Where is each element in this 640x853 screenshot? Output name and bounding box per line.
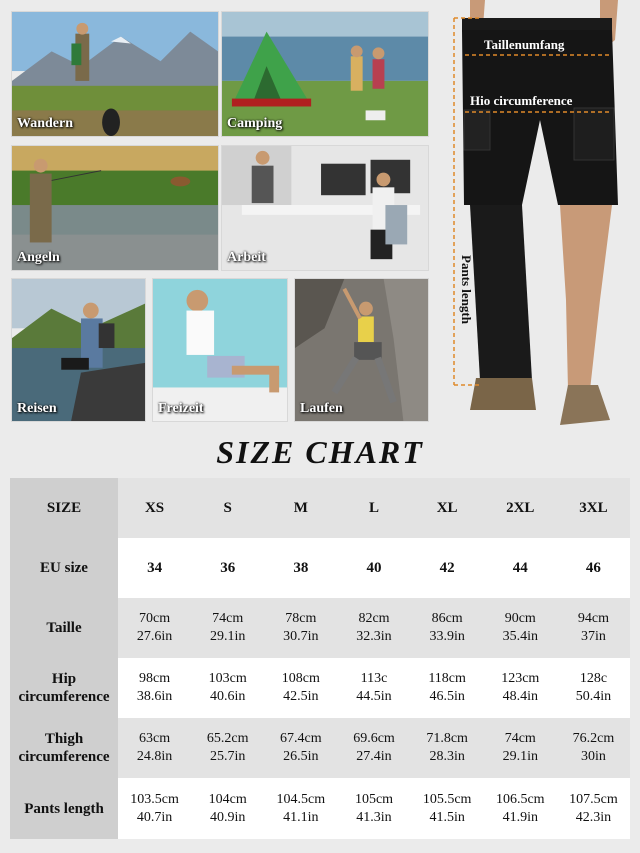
size-chart-title: SIZE CHART [216,434,424,470]
table-row [10,538,630,598]
size-header-cell: XS [118,478,191,538]
cell-primary-value: 42 [439,560,455,576]
table-cell [118,658,191,718]
size-header-cell: 2XL [484,478,557,538]
cell-primary-value: 106.5cm [495,791,545,807]
cell-secondary-value: 24.8in [136,749,173,764]
table-cell [337,538,410,598]
table-cell [191,598,264,658]
table-cell [337,718,410,778]
photo-travel [11,278,146,422]
cell-secondary-value: 40.7in [136,809,173,825]
table-cell [264,718,337,778]
cell-primary-value: 107.5cm [569,791,618,807]
size-header-cell: S [191,478,264,538]
cell-primary-value: 78cm [285,611,317,626]
photo-caption: Laufen [300,401,343,416]
cell-secondary-value: 41.3in [356,809,392,825]
cell-secondary-value: 41.1in [283,809,319,825]
travel-scene [12,279,145,421]
cell-secondary-value: 38.6in [136,689,173,704]
row-label: EU size [10,538,118,598]
cell-secondary-value: 40.6in [210,689,246,704]
table-cell [557,778,630,839]
table-row [10,598,630,658]
cell-primary-value: 98cm [139,671,171,686]
cell-primary-value: 113c [360,671,388,686]
table-cell [118,718,191,778]
table-cell [264,778,337,839]
photo-caption: Angeln [17,250,60,265]
photo-climbing [294,278,429,422]
size-chart-table [10,478,630,839]
cell-primary-value: 128c [579,671,608,686]
cell-secondary-value: 46.5in [429,689,465,704]
table-cell [191,538,264,598]
cell-primary-value: 123cm [501,671,540,686]
cell-secondary-value: 25.7in [210,749,246,764]
black-pants-illustration [440,0,640,440]
table-cell [411,718,484,778]
table-cell [484,538,557,598]
table-cell [264,538,337,598]
table-cell [484,778,557,839]
row-label: Thigh circumference [10,718,118,778]
cell-primary-value: 86cm [431,611,463,626]
cell-secondary-value: 37in [580,629,606,644]
row-label: Taille [10,598,118,658]
cell-secondary-value: 33.9in [429,629,465,644]
table-cell [484,658,557,718]
cell-secondary-value: 40.9in [210,809,246,825]
cell-primary-value: 103cm [208,671,247,686]
cell-primary-value: 108cm [281,671,320,686]
size-header-cell: M [264,478,337,538]
table-row [10,658,630,718]
table-cell [557,718,630,778]
table-row [10,778,630,839]
table-cell [118,598,191,658]
table-cell [191,778,264,839]
cell-primary-value: 94cm [577,611,609,626]
table-row [10,718,630,778]
cell-primary-value: 65.2cm [206,731,249,746]
cell-secondary-value: 30.7in [283,629,319,644]
cell-primary-value: 69.6cm [353,731,395,746]
photo-caption: Reisen [17,401,57,416]
table-cell [411,538,484,598]
table-cell [411,658,484,718]
table-cell [484,598,557,658]
cell-primary-value: 40 [366,560,382,576]
size-header-cell: XL [411,478,484,538]
photo-camping [221,11,429,137]
cell-secondary-value: 41.5in [429,809,465,825]
table-cell [337,658,410,718]
cell-secondary-value: 50.4in [575,689,612,704]
cell-primary-value: 105cm [354,791,394,807]
cell-primary-value: 71.8cm [426,731,468,746]
cell-secondary-value: 29.1in [502,749,538,764]
cell-secondary-value: 27.4in [356,749,392,764]
pants-length-label: Pants length [459,255,474,324]
pants-model-image [440,0,640,440]
table-cell [264,658,337,718]
cell-primary-value: 70cm [139,611,171,626]
cell-primary-value: 63cm [139,731,171,746]
table-cell [411,598,484,658]
table-cell [191,718,264,778]
cell-primary-value: 82cm [358,611,390,626]
photo-fishing [11,145,219,271]
cell-secondary-value: 42.5in [283,689,319,704]
cell-primary-value: 67.4cm [280,731,322,746]
cell-primary-value: 104.5cm [276,791,326,807]
cell-secondary-value: 28.3in [429,749,465,764]
table-cell [118,538,191,598]
cell-primary-value: 76.2cm [572,731,615,746]
cell-primary-value: 74cm [212,611,244,626]
photo-office [221,145,429,271]
cell-primary-value: 118cm [428,671,466,686]
cell-secondary-value: 42.3in [575,809,612,825]
cell-secondary-value: 27.6in [136,629,173,644]
table-cell [337,778,410,839]
cell-primary-value: 36 [220,560,236,576]
cell-primary-value: 103.5cm [130,791,179,807]
cell-secondary-value: 26.5in [283,749,319,764]
hip-label: Hio circumference [470,93,573,108]
cell-secondary-value: 32.3in [356,629,392,644]
leisure-scene [153,279,287,421]
waist-label: Taillenumfang [484,37,565,52]
cell-primary-value: 34 [147,560,163,576]
size-header-cell: 3XL [557,478,630,538]
table-header-row [10,478,630,538]
row-label: Hip circumference [10,658,118,718]
photo-leisure [152,278,288,422]
cell-secondary-value: 44.5in [356,689,392,704]
photo-caption: Arbeit [227,250,266,265]
cell-primary-value: 105.5cm [422,791,472,807]
climbing-scene [295,279,428,421]
table-cell [191,658,264,718]
cell-secondary-value: 29.1in [210,629,246,644]
photo-hiking [11,11,219,137]
table-cell [337,598,410,658]
row-label: Pants length [10,778,118,839]
photo-caption: Wandern [17,116,74,131]
cell-secondary-value: 48.4in [502,689,538,704]
cell-primary-value: 90cm [504,611,536,626]
photo-caption: Freizeit [158,401,204,416]
table-cell [118,778,191,839]
cell-primary-value: 38 [293,560,309,576]
photo-caption: Camping [227,116,283,131]
cell-secondary-value: 35.4in [502,629,538,644]
size-header-cell: L [337,478,410,538]
cell-primary-value: 104cm [208,791,247,807]
table-cell [557,658,630,718]
cell-secondary-value: 41.9in [502,809,538,825]
table-cell [557,538,630,598]
table-cell [411,778,484,839]
table-cell [264,598,337,658]
table-cell [557,598,630,658]
table-cell [484,718,557,778]
cell-primary-value: 74cm [504,731,536,746]
cell-secondary-value: 30in [580,749,606,764]
row-label: SIZE [10,478,118,538]
cell-primary-value: 46 [585,560,601,576]
cell-primary-value: 44 [512,560,528,576]
